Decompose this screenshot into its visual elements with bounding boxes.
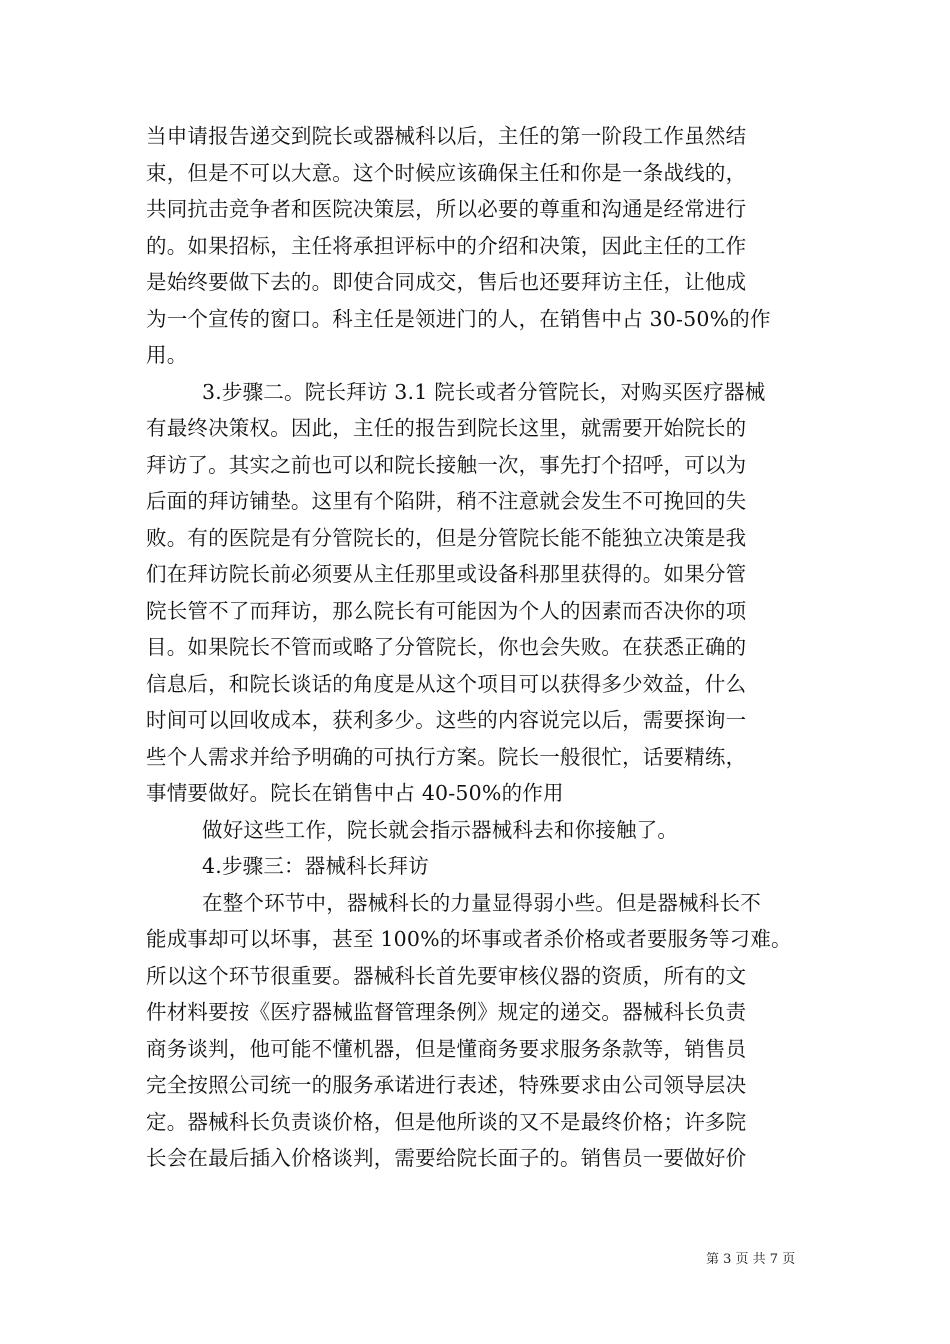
text-line: 在整个环节中，器械科长的力量显得弱小些。但是器械科长不	[202, 890, 761, 915]
text-line: 完全按照公司统一的服务承诺进行表述，特殊要求由公司领导层决	[146, 1073, 747, 1097]
text-line: 有最终决策权。因此，主任的报告到院长这里，就需要开始院长的	[146, 416, 747, 440]
text-line: 为一个宣传的窗口。科主任是领进门的人，在销售中占 30-50%的作	[146, 306, 771, 331]
text-line: 所以这个环节很重要。器械科长首先要审核仪器的资质，所有的文	[146, 963, 747, 988]
text-line: 当申请报告递交到院长或器械科以后，主任的第一阶段工作虽然结	[146, 124, 747, 148]
text-line: 件材料要按《医疗器械监督管理条例》规定的递交。器械科长负责	[146, 1000, 747, 1024]
text-line: 定。器械科长负责谈价格，但是他所谈的又不是最终价格；许多院	[146, 1109, 747, 1134]
text-line: 目。如果院长不管而或略了分管院长，你也会失败。在获悉正确的	[146, 635, 747, 659]
text-line: 4.步骤三：器械科长拜访	[202, 854, 429, 878]
text-line: 做好这些工作，院长就会指示器械科去和你接触了。	[202, 817, 679, 842]
document-body	[146, 118, 806, 1177]
text-line: 共同抗击竞争者和医院决策层，所以必要的尊重和沟通是经常进行	[146, 197, 747, 221]
text-line: 们在拜访院长前必须要从主任那里或设备科那里获得的。如果分管	[146, 562, 747, 586]
text-line: 用。	[146, 343, 188, 367]
text-line: 信息后，和院长谈话的角度是从这个项目可以获得多少效益，什么	[146, 671, 747, 696]
page-number-footer: 第 3 页 共 7 页	[706, 1252, 796, 1267]
text-line: 商务谈判，他可能不懂机器，但是懂商务要求服务条款等，销售员	[146, 1036, 747, 1061]
text-line: 后面的拜访铺垫。这里有个陷阱，稍不注意就会发生不可挽回的失	[146, 489, 747, 513]
text-line: 败。有的医院是有分管院长的，但是分管院长能不能独立决策是我	[146, 525, 747, 550]
text-line: 是始终要做下去的。即使合同成交，售后也还要拜访主任，让他成	[146, 270, 747, 294]
text-line: 长会在最后插入价格谈判，需要给院长面子的。销售员一要做好价	[146, 1146, 747, 1170]
text-line: 事情要做好。院长在销售中占 40-50%的作用	[146, 781, 564, 805]
text-line: 时间可以回收成本，获利多少。这些的内容说完以后，需要探询一	[146, 708, 747, 732]
text-line: 院长管不了而拜访，那么院长有可能因为个人的因素而否决你的项	[146, 598, 747, 623]
text-line: 3.步骤二。院长拜访 3.1 院长或者分管院长，对购买医疗器械	[202, 379, 766, 404]
text-line: 能成事却可以坏事，甚至 100%的坏事或者杀价格或者要服务等刁难。	[146, 927, 792, 951]
text-line: 的。如果招标，主任将承担评标中的介绍和决策，因此主任的工作	[146, 233, 747, 258]
text-line: 拜访了。其实之前也可以和院长接触一次，事先打个招呼，可以为	[146, 452, 747, 477]
text-line: 些个人需求并给予明确的可执行方案。院长一般很忙，话要精练，	[146, 744, 747, 769]
text-line: 束，但是不可以大意。这个时候应该确保主任和你是一条战线的，	[146, 160, 747, 185]
